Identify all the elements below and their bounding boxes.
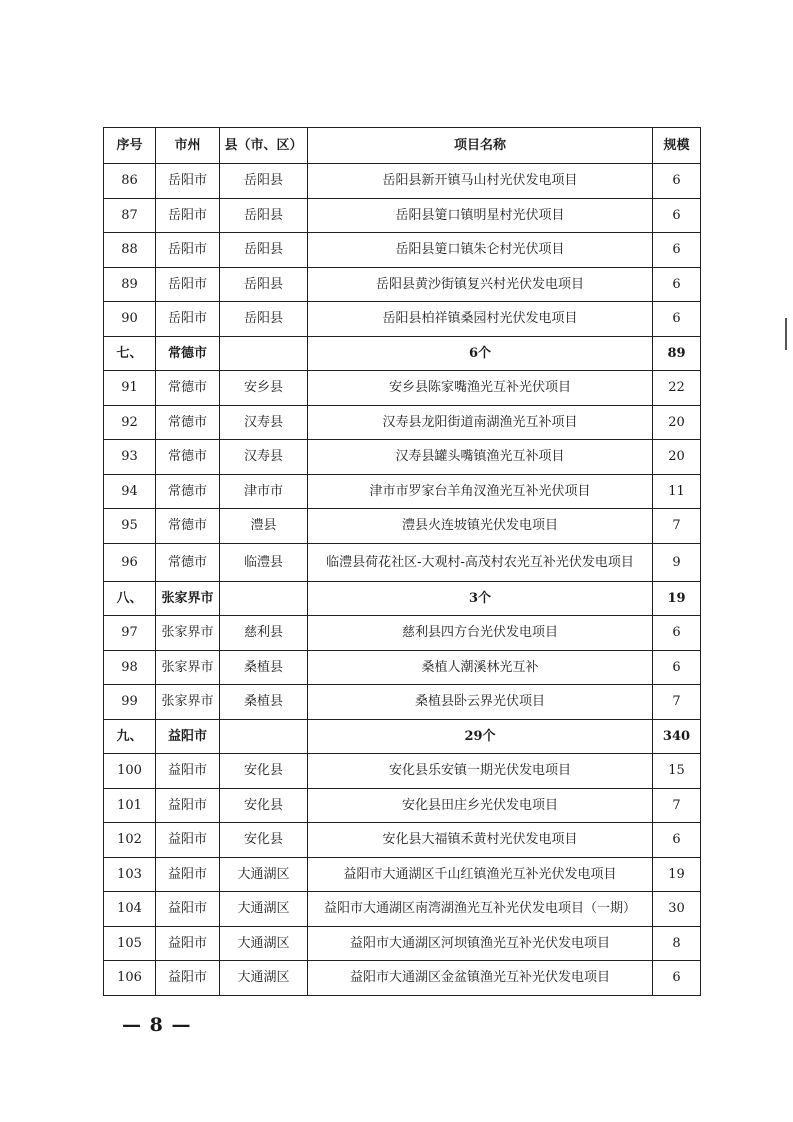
cell-scale: 6 <box>653 616 701 651</box>
table-row <box>104 302 701 337</box>
cell-scale: 7 <box>653 685 701 720</box>
cell-serial: 93 <box>104 440 156 475</box>
cell-county: 安化县 <box>220 788 308 823</box>
cell-county: 汉寿县 <box>220 405 308 440</box>
table-row <box>104 892 701 927</box>
cell-city: 益阳市 <box>156 788 220 823</box>
cell-county: 澧县 <box>220 509 308 544</box>
cell-city: 岳阳市 <box>156 302 220 337</box>
header-scale: 规模 <box>653 128 701 164</box>
cell-city: 益阳市 <box>156 754 220 789</box>
cell-serial: 87 <box>104 198 156 233</box>
table-row <box>104 371 701 406</box>
cell-county: 岳阳县 <box>220 267 308 302</box>
cell-serial: 七、 <box>104 336 156 371</box>
cell-serial: 104 <box>104 892 156 927</box>
cell-serial: 96 <box>104 543 156 581</box>
cell-serial: 106 <box>104 961 156 996</box>
group-summary-row <box>104 581 701 616</box>
cell-serial: 八、 <box>104 581 156 616</box>
cell-county: 津市市 <box>220 474 308 509</box>
cell-county: 桑植县 <box>220 685 308 720</box>
table-row <box>104 198 701 233</box>
cell-project-name: 临澧县荷花社区-大观村-高茂村农光互补光伏发电项目 <box>308 543 653 581</box>
table-row <box>104 233 701 268</box>
cell-scale: 6 <box>653 198 701 233</box>
cell-county: 岳阳县 <box>220 302 308 337</box>
cell-city: 岳阳市 <box>156 267 220 302</box>
cell-project-name: 益阳市大通湖区河坝镇渔光互补光伏发电项目 <box>308 926 653 961</box>
cell-project-name: 益阳市大通湖区南湾湖渔光互补光伏发电项目（一期） <box>308 892 653 927</box>
cell-serial: 100 <box>104 754 156 789</box>
cell-county <box>220 719 308 754</box>
table-row <box>104 754 701 789</box>
header-city: 市州 <box>156 128 220 164</box>
cell-city: 常德市 <box>156 405 220 440</box>
cell-scale: 20 <box>653 440 701 475</box>
table-row <box>104 267 701 302</box>
cell-city: 益阳市 <box>156 823 220 858</box>
cell-scale: 8 <box>653 926 701 961</box>
cell-city: 常德市 <box>156 371 220 406</box>
cell-project-name: 安化县田庄乡光伏发电项目 <box>308 788 653 823</box>
cell-project-name: 岳阳县柏祥镇桑园村光伏发电项目 <box>308 302 653 337</box>
cell-project-name: 3个 <box>308 581 653 616</box>
cell-scale: 9 <box>653 543 701 581</box>
cell-county: 大通湖区 <box>220 892 308 927</box>
cell-serial: 98 <box>104 650 156 685</box>
table-body <box>104 164 701 996</box>
cell-city: 常德市 <box>156 440 220 475</box>
cell-scale: 15 <box>653 754 701 789</box>
cell-serial: 102 <box>104 823 156 858</box>
cell-scale: 6 <box>653 823 701 858</box>
cell-county: 大通湖区 <box>220 857 308 892</box>
cell-scale: 6 <box>653 650 701 685</box>
cell-project-name: 6个 <box>308 336 653 371</box>
cell-county: 大通湖区 <box>220 961 308 996</box>
cell-project-name: 桑植县卧云界光伏项目 <box>308 685 653 720</box>
cell-city: 常德市 <box>156 336 220 371</box>
cell-project-name: 岳阳县筻口镇朱仑村光伏项目 <box>308 233 653 268</box>
cell-serial: 89 <box>104 267 156 302</box>
cell-project-name: 安化县乐安镇一期光伏发电项目 <box>308 754 653 789</box>
cell-serial: 91 <box>104 371 156 406</box>
project-table-container <box>103 127 700 996</box>
cell-serial: 95 <box>104 509 156 544</box>
cell-project-name: 汉寿县龙阳街道南湖渔光互补项目 <box>308 405 653 440</box>
cell-scale: 89 <box>653 336 701 371</box>
table-row <box>104 685 701 720</box>
header-project-name: 项目名称 <box>308 128 653 164</box>
table-row <box>104 616 701 651</box>
cell-project-name: 岳阳县新开镇马山村光伏发电项目 <box>308 164 653 199</box>
cell-county: 慈利县 <box>220 616 308 651</box>
cell-city: 张家界市 <box>156 616 220 651</box>
cell-project-name: 安乡县陈家嘴渔光互补光伏项目 <box>308 371 653 406</box>
cell-county: 安乡县 <box>220 371 308 406</box>
table-row <box>104 509 701 544</box>
table-row <box>104 474 701 509</box>
cell-city: 常德市 <box>156 474 220 509</box>
cell-serial: 九、 <box>104 719 156 754</box>
cell-city: 益阳市 <box>156 857 220 892</box>
cell-scale: 6 <box>653 233 701 268</box>
cell-city: 常德市 <box>156 509 220 544</box>
cell-project-name: 汉寿县罐头嘴镇渔光互补项目 <box>308 440 653 475</box>
cell-serial: 88 <box>104 233 156 268</box>
cell-city: 益阳市 <box>156 892 220 927</box>
cell-county: 安化县 <box>220 754 308 789</box>
cell-serial: 101 <box>104 788 156 823</box>
margin-mark <box>785 318 787 350</box>
cell-county: 汉寿县 <box>220 440 308 475</box>
group-summary-row <box>104 336 701 371</box>
table-row <box>104 543 701 581</box>
cell-scale: 6 <box>653 961 701 996</box>
cell-scale: 7 <box>653 788 701 823</box>
cell-serial: 90 <box>104 302 156 337</box>
cell-scale: 340 <box>653 719 701 754</box>
cell-scale: 19 <box>653 581 701 616</box>
cell-county: 岳阳县 <box>220 198 308 233</box>
cell-county: 安化县 <box>220 823 308 858</box>
cell-scale: 6 <box>653 302 701 337</box>
cell-county <box>220 336 308 371</box>
table-row <box>104 650 701 685</box>
header-county: 县（市、区） <box>220 128 308 164</box>
cell-scale: 20 <box>653 405 701 440</box>
cell-serial: 105 <box>104 926 156 961</box>
cell-county: 岳阳县 <box>220 164 308 199</box>
cell-project-name: 慈利县四方台光伏发电项目 <box>308 616 653 651</box>
cell-serial: 86 <box>104 164 156 199</box>
table-row <box>104 857 701 892</box>
cell-project-name: 益阳市大通湖区金盆镇渔光互补光伏发电项目 <box>308 961 653 996</box>
cell-project-name: 安化县大福镇禾黄村光伏发电项目 <box>308 823 653 858</box>
cell-scale: 22 <box>653 371 701 406</box>
cell-scale: 6 <box>653 164 701 199</box>
cell-city: 益阳市 <box>156 961 220 996</box>
cell-serial: 92 <box>104 405 156 440</box>
cell-project-name: 澧县火连坡镇光伏发电项目 <box>308 509 653 544</box>
cell-project-name: 桑植人潮溪林光互补 <box>308 650 653 685</box>
cell-county: 临澧县 <box>220 543 308 581</box>
table-row <box>104 926 701 961</box>
cell-city: 张家界市 <box>156 650 220 685</box>
table-row <box>104 440 701 475</box>
header-serial: 序号 <box>104 128 156 164</box>
page-number: — 8 — <box>122 1014 192 1036</box>
cell-city: 益阳市 <box>156 719 220 754</box>
table-row <box>104 788 701 823</box>
cell-serial: 94 <box>104 474 156 509</box>
cell-city: 岳阳市 <box>156 164 220 199</box>
cell-city: 张家界市 <box>156 581 220 616</box>
table-row <box>104 405 701 440</box>
cell-city: 益阳市 <box>156 926 220 961</box>
cell-county: 岳阳县 <box>220 233 308 268</box>
cell-serial: 103 <box>104 857 156 892</box>
group-summary-row <box>104 719 701 754</box>
table-row <box>104 823 701 858</box>
cell-project-name: 岳阳县黄沙街镇复兴村光伏发电项目 <box>308 267 653 302</box>
project-table <box>103 127 701 996</box>
cell-county <box>220 581 308 616</box>
cell-scale: 6 <box>653 267 701 302</box>
table-row <box>104 164 701 199</box>
cell-city: 岳阳市 <box>156 198 220 233</box>
cell-city: 张家界市 <box>156 685 220 720</box>
cell-scale: 30 <box>653 892 701 927</box>
cell-project-name: 益阳市大通湖区千山红镇渔光互补光伏发电项目 <box>308 857 653 892</box>
cell-project-name: 29个 <box>308 719 653 754</box>
cell-city: 岳阳市 <box>156 233 220 268</box>
cell-county: 大通湖区 <box>220 926 308 961</box>
table-row <box>104 961 701 996</box>
cell-scale: 7 <box>653 509 701 544</box>
cell-project-name: 岳阳县筻口镇明星村光伏项目 <box>308 198 653 233</box>
cell-scale: 19 <box>653 857 701 892</box>
cell-project-name: 津市市罗家台羊角汊渔光互补光伏项目 <box>308 474 653 509</box>
cell-scale: 11 <box>653 474 701 509</box>
cell-county: 桑植县 <box>220 650 308 685</box>
cell-city: 常德市 <box>156 543 220 581</box>
cell-serial: 97 <box>104 616 156 651</box>
cell-serial: 99 <box>104 685 156 720</box>
table-header-row <box>104 128 701 164</box>
